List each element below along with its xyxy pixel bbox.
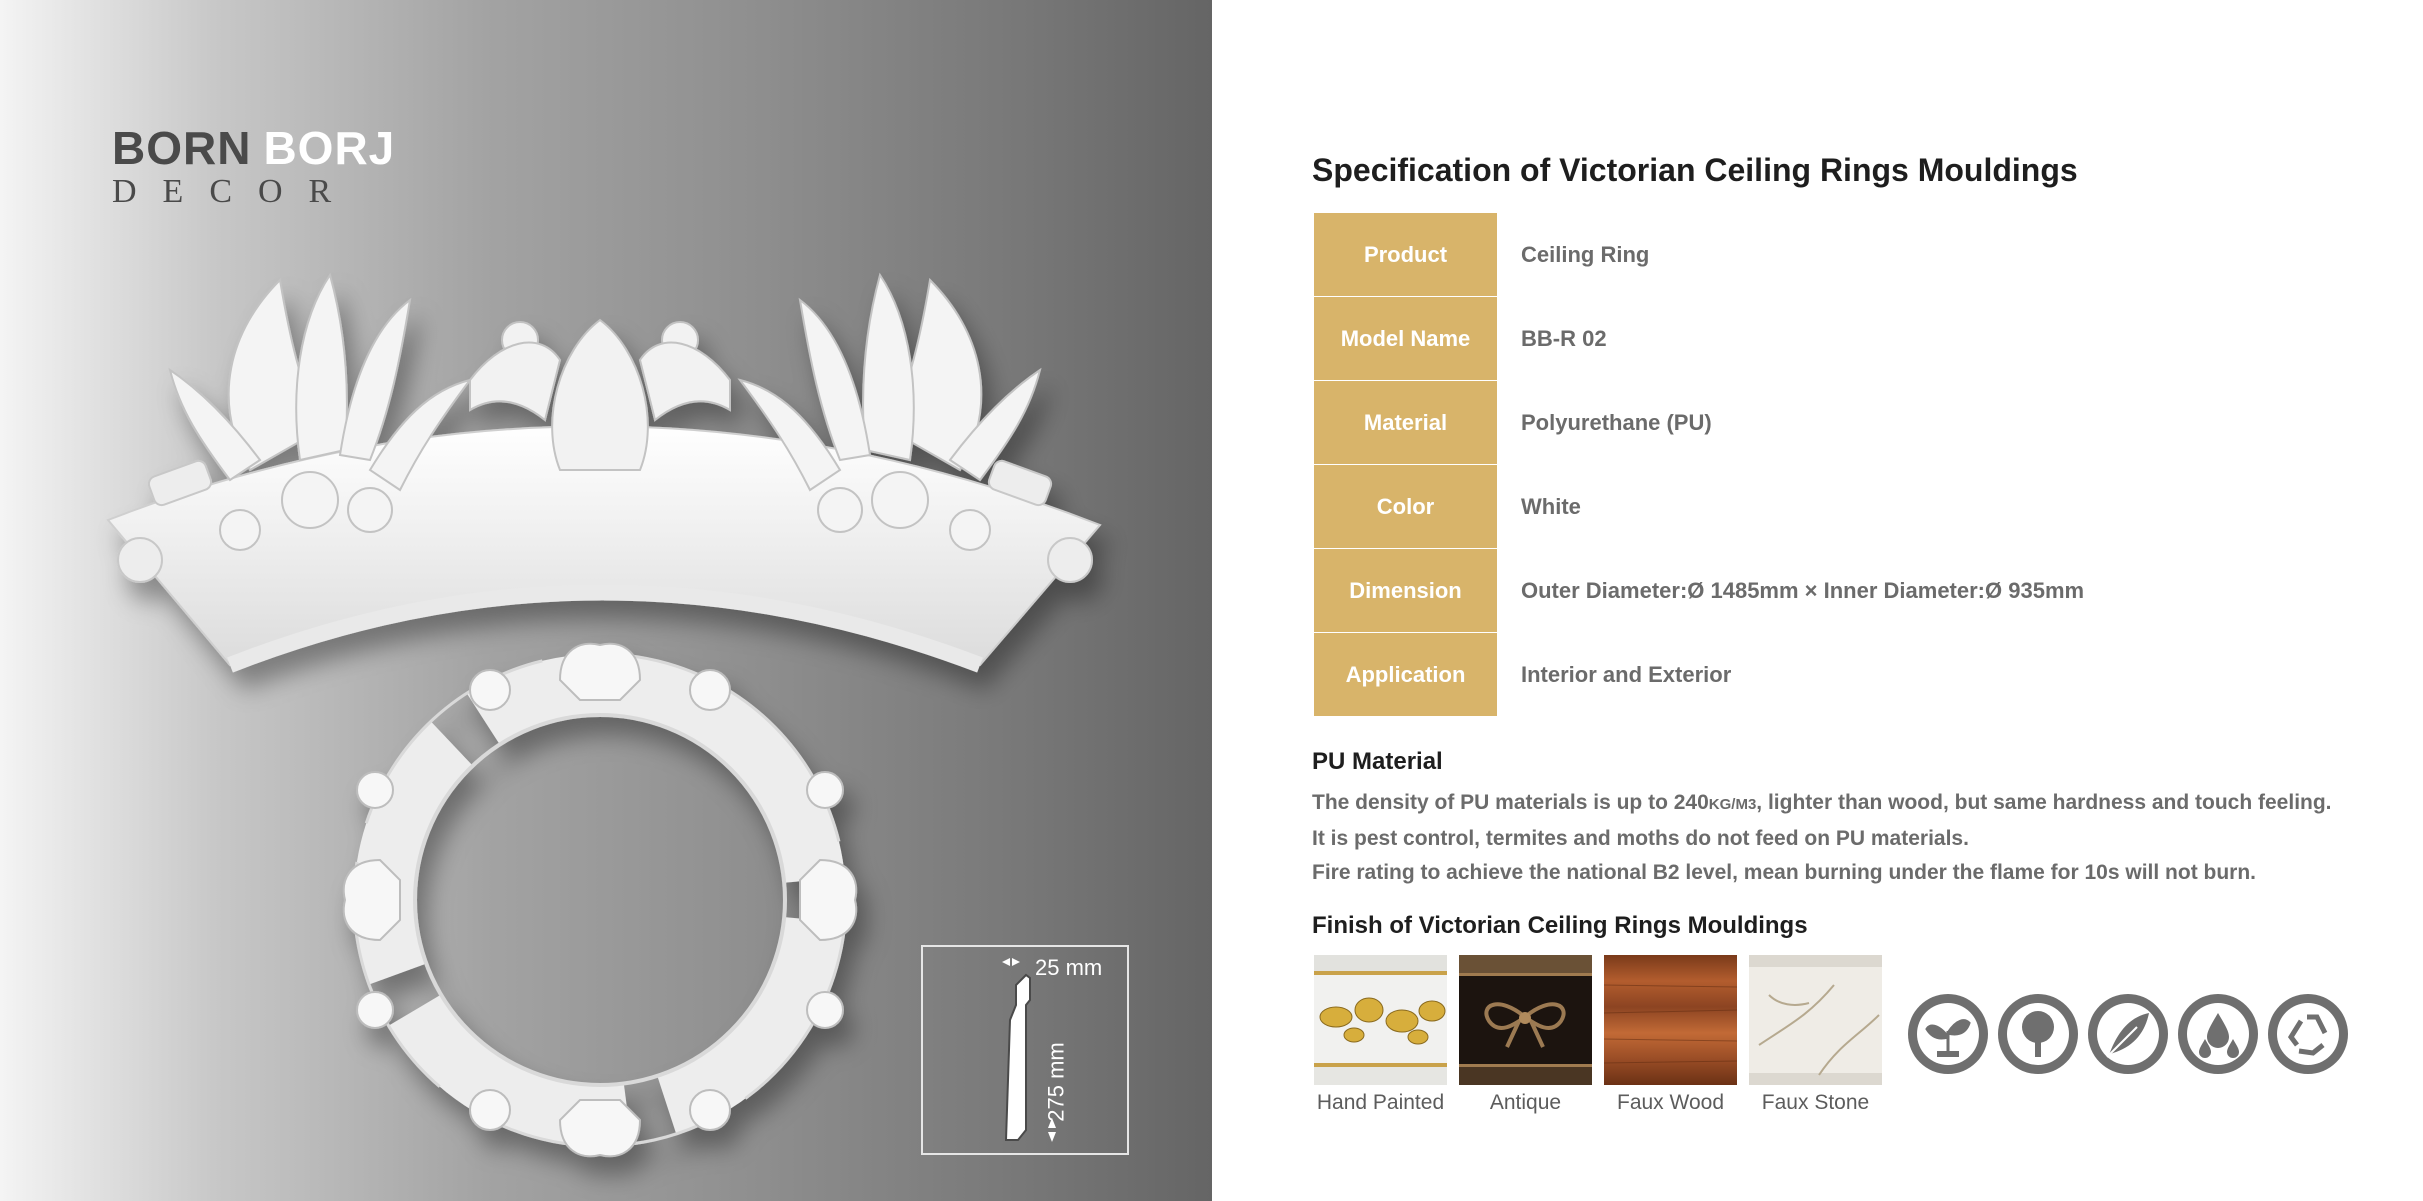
profile-width-label: 25 mm (1035, 955, 1103, 980)
spec-row (1314, 297, 2084, 381)
pu-line-3: Fire rating to achieve the national B2 level, mean burning under the flame for 10s will not burn. (1312, 861, 2257, 884)
finish-item (1604, 955, 1737, 1115)
finish-item (1749, 955, 1882, 1115)
pu-line-2: It is pest control, termites and moths do not feed on PU materials. (1312, 827, 1969, 850)
finish-label: Faux Wood (1617, 1091, 1724, 1114)
brand-name-light: BORJ (263, 122, 396, 174)
finish-label: Faux Stone (1761, 1091, 1870, 1114)
ring-segment-closeup (108, 275, 1100, 665)
spec-value: Outer Diameter:Ø 1485mm × Inner Diameter:Ø 935mm (1497, 549, 2084, 633)
hand-painted-swatch (1314, 955, 1447, 1085)
finish-item (1314, 955, 1447, 1115)
feather-icon (2087, 993, 2169, 1075)
brand-name-dark: BORN (112, 122, 252, 174)
spec-row (1314, 465, 2084, 549)
pu-line-1 (1312, 786, 2332, 822)
spec-row (1314, 549, 2084, 633)
spec-row (1314, 213, 2084, 297)
profile-dimension-box (921, 945, 1129, 1155)
brand-subtitle: DECOR (112, 173, 358, 210)
spec-value: Interior and Exterior (1497, 633, 2084, 717)
recycle-icon (2267, 993, 2349, 1075)
finish-swatches (1314, 955, 1882, 1115)
spec-table (1314, 213, 2084, 717)
droplets-icon (2177, 993, 2259, 1075)
spec-key: Color (1314, 465, 1497, 549)
pu-material-heading: PU Material (1312, 748, 1443, 775)
profile-height-label: 275 mm (1043, 1042, 1069, 1122)
spec-key: Application (1314, 633, 1497, 717)
spec-value: BB-R 02 (1497, 297, 2084, 381)
spec-key: Dimension (1314, 549, 1497, 633)
faux-wood-swatch (1604, 955, 1737, 1085)
plant-icon (1907, 993, 1989, 1075)
spec-value: White (1497, 465, 2084, 549)
pu-line-1-rest: , lighter than wood, but same hardness and touch feeling. (1756, 791, 2332, 814)
spec-title: Specification of Victorian Ceiling Rings Mouldings (1312, 152, 2078, 188)
spec-value: Ceiling Ring (1497, 213, 2084, 297)
ceiling-ring-assembled (290, 590, 910, 1201)
spec-key: Product (1314, 213, 1497, 297)
spec-key: Material (1314, 381, 1497, 465)
feature-badges (1907, 993, 2349, 1075)
faux-stone-swatch (1749, 955, 1882, 1085)
spec-row (1314, 381, 2084, 465)
antique-swatch (1459, 955, 1592, 1085)
finish-label: Hand Painted (1316, 1091, 1445, 1114)
pu-line-1-unit: KG/M3 (1708, 796, 1757, 813)
spec-value: Polyurethane (PU) (1497, 381, 2084, 465)
spec-row (1314, 633, 2084, 717)
tree-icon (1997, 993, 2079, 1075)
finish-heading: Finish of Victorian Ceiling Rings Mouldings (1312, 912, 1808, 939)
pu-material-description (1312, 786, 2332, 890)
finish-item (1459, 955, 1592, 1115)
finish-label: Antique (1489, 1091, 1562, 1114)
pu-line-1-text: The density of PU materials is up to 240 (1312, 791, 1709, 814)
spec-key: Model Name (1314, 297, 1497, 381)
